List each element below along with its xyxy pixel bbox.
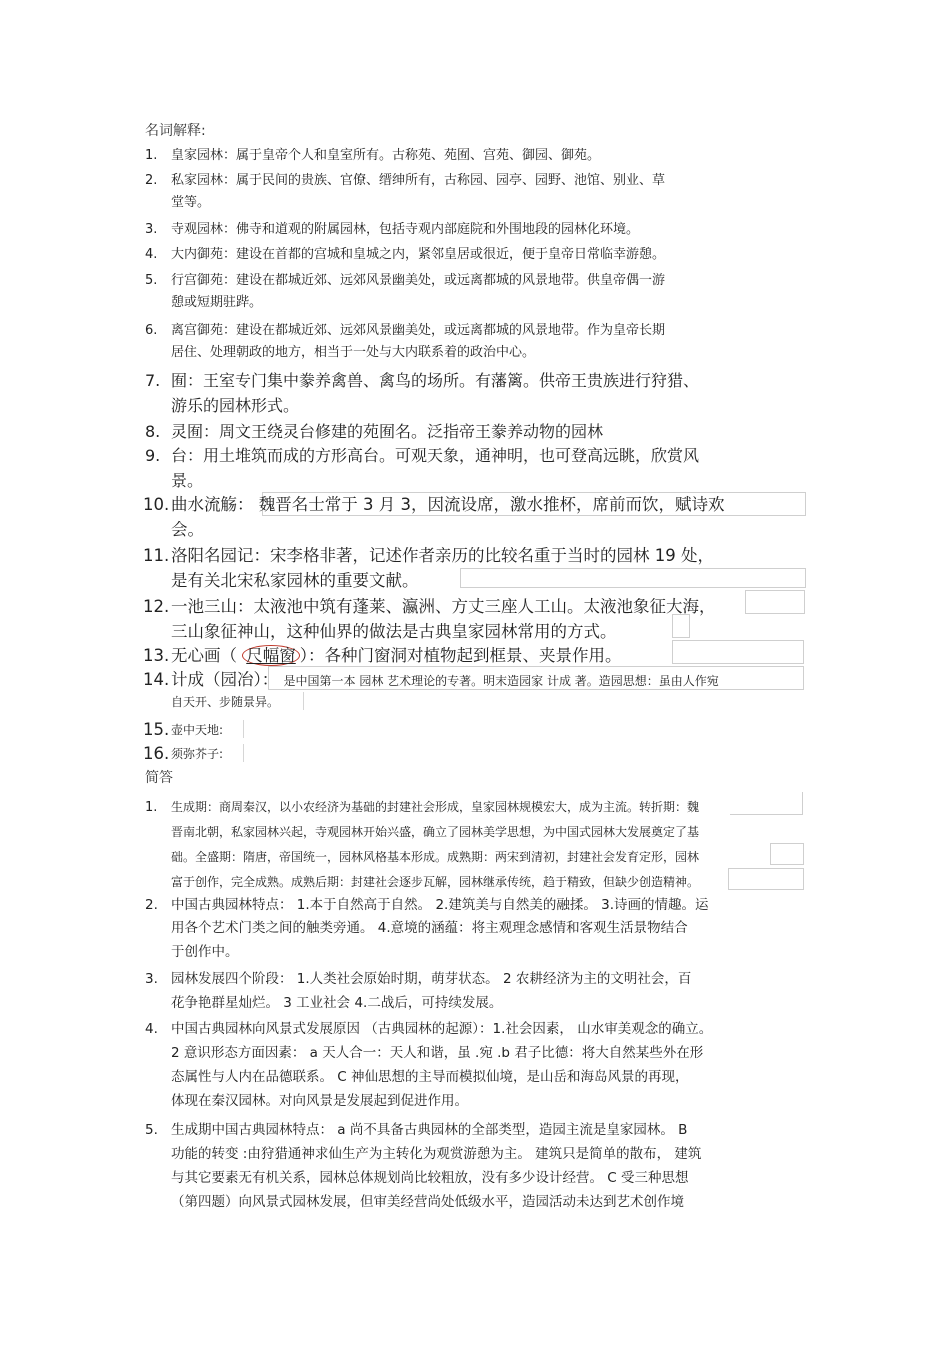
qa-text: 中国古典园林向风景式发展原因 （古典园林的起源）：1.社会因素， 山水审美观念的确立。 xyxy=(171,1021,713,1037)
item-number: 13. xyxy=(143,646,170,665)
margin-mark xyxy=(243,720,244,738)
term-text: 憩或短期驻跸。 xyxy=(171,295,263,310)
text-box-outline xyxy=(730,792,803,815)
term-text-post: ）：各种门窗洞对植物起到框景、夹景作用。 xyxy=(299,646,622,665)
section-heading-qa: 简答 xyxy=(145,770,173,786)
qa-text: 态属性与人内在品德联系。 C 神仙思想的主导而模拟仙境，是山岳和海岛风景的再现， xyxy=(171,1069,689,1085)
margin-mark xyxy=(243,744,244,762)
term-text: 台：用土堆筑而成的方形高台。可观天象，通神明，也可登高远眺，欣赏风 xyxy=(171,446,700,465)
term-text: 游乐的园林形式。 xyxy=(171,396,300,415)
item-number: 10. xyxy=(143,495,170,514)
item-number: 9. xyxy=(145,446,161,465)
item-number: 2. xyxy=(145,173,158,188)
text-box-outline xyxy=(745,590,805,614)
item-number: 4. xyxy=(145,247,158,262)
term-text: 一池三山：太液池中筑有蓬莱、瀛洲、方丈三座人工山。太液池象征大海， xyxy=(171,597,716,616)
qa-text: 与其它要素无有机关系，园林总体规划尚比较粗放，没有多少设计经营。 C 受三种思想 xyxy=(171,1170,689,1186)
term-text: 是有关北宋私家园林的重要文献。 xyxy=(171,571,419,590)
qa-text: 功能的转变 :由狩猎通神求仙生产为主转化为观赏游憩为主。 建筑只是简单的散布， 建筑 xyxy=(171,1146,702,1162)
item-number: 8. xyxy=(145,422,161,441)
item-number: 2. xyxy=(145,897,158,913)
term-text: 离宫御苑：建设在都城近郊、远郊风景幽美处，或远离都城的风景地带。作为皇帝长期 xyxy=(171,323,666,338)
item-number: 14. xyxy=(143,670,170,689)
qa-text: 中国古典园林特点： 1.本于自然高于自然。 2.建筑美与自然美的融揉。 3.诗画的情趣。运 xyxy=(171,897,709,913)
qa-text: 晋南北朝，私家园林兴起，寺观园林开始兴盛，确立了园林美学思想，为中国式园林大发展奠定了基 xyxy=(171,825,700,839)
text-box-outline xyxy=(728,868,804,890)
term-head: 计成（园冶）： xyxy=(171,670,279,689)
circled-annotation: 尺幅窗 xyxy=(242,645,300,666)
term-text: 行宫御苑：建设在都城近郊、远郊风景幽美处，或远离都城的风景地带。供皇帝偶一游 xyxy=(171,273,666,288)
term-text: 大内御苑：建设在首都的宫城和皇城之内，紧邻皇居或很近，便于皇帝日常临幸游憩。 xyxy=(171,247,666,262)
qa-text: 生成期：商周秦汉，以小农经济为基础的封建社会形成，皇家园林规模宏大，成为主流。转折期：魏 xyxy=(171,800,700,814)
term-text-pre: 无心画（ xyxy=(171,646,243,665)
qa-text: 体现在秦汉园林。对向风景是发展起到促进作用。 xyxy=(171,1093,468,1109)
term-rest: 是中国第一本 园林 艺术理论的专著。明末造园家 计成 著。造园思想：虽由人作宛 xyxy=(283,674,719,688)
term-text xyxy=(171,643,622,668)
item-number: 1. xyxy=(145,148,158,163)
qa-text: （第四题）向风景式园林发展，但审美经营尚处低级水平，造园活动未达到艺术创作境 xyxy=(171,1194,684,1210)
item-number: 5. xyxy=(145,1122,158,1138)
item-number: 1. xyxy=(145,800,158,815)
qa-text: 用各个艺术门类之间的触类旁通。 4.意境的涵蕴：将主观理念感情和客观生活景物结合 xyxy=(171,920,688,936)
item-number: 16. xyxy=(143,744,170,763)
text-box-outline xyxy=(460,568,806,588)
item-number: 6. xyxy=(145,323,158,338)
qa-text: 础。全盛期：隋唐，帝国统一，园林风格基本形成。成熟期：两宋到清初，封建社会发育定形，园林 xyxy=(171,850,700,864)
qa-text: 富于创作，完全成熟。成熟后期：封建社会逐步瓦解，园林继承传统，趋于精致，但缺少创造精神。 xyxy=(171,875,700,889)
term-text: 三山象征神山，这种仙界的做法是古典皇家园林常用的方式。 xyxy=(171,622,617,641)
qa-text: 2 意识形态方面因素： a 天人合一：天人和谐，虽 .宛 .b 君子比德：将大自然某些外在形 xyxy=(171,1045,704,1061)
text-box-outline xyxy=(770,843,804,865)
term-text: 自天开、步随景异。 xyxy=(171,695,280,709)
qa-text: 生成期中国古典园林特点： a 尚不具备古典园林的全部类型，造园主流是皇家园林。 B xyxy=(171,1122,688,1138)
margin-mark xyxy=(303,692,304,710)
item-number: 5. xyxy=(145,273,158,288)
term-text: 景。 xyxy=(171,471,204,490)
item-number: 15. xyxy=(143,720,170,739)
term-text: 壶中天地: xyxy=(171,723,224,737)
term-text: 会。 xyxy=(171,520,204,539)
term-text xyxy=(171,669,719,692)
item-number: 11. xyxy=(143,546,170,565)
item-number: 12. xyxy=(143,597,170,616)
qa-text: 于创作中。 xyxy=(171,944,239,960)
term-text: 居住、处理朝政的地方，相当于一处与大内联系着的政治中心。 xyxy=(171,345,536,360)
section-heading-terms: 名词解释: xyxy=(145,123,206,139)
term-text: 囿：王室专门集中豢养禽兽、禽鸟的场所。有藩篱。供帝王贵族进行狩猎、 xyxy=(171,371,700,390)
term-text: 灵囿：周文王绕灵台修建的苑囿名。泛指帝王豢养动物的园林 xyxy=(171,422,604,441)
item-number: 3. xyxy=(145,971,158,987)
term-text: 须弥芥子: xyxy=(171,747,224,761)
term-text: 寺观园林：佛寺和道观的附属园林，包括寺观内部庭院和外围地段的园林化环境。 xyxy=(171,222,640,237)
term-text: 堂等。 xyxy=(171,195,211,210)
qa-text: 园林发展四个阶段： 1.人类社会原始时期，萌芽状态。 2 农耕经济为主的文明社会，百 xyxy=(171,971,692,987)
term-text: 曲水流觞： 魏晋名士常于 3 月 3，因流设席，激水推杯，席前而饮，赋诗欢 xyxy=(171,495,725,514)
term-text: 洛阳名园记：宋李格非著，记述作者亲历的比较名重于当时的园林 19 处， xyxy=(171,546,714,565)
item-number: 4. xyxy=(145,1021,158,1037)
term-text: 私家园林：属于民间的贵族、官僚、缙绅所有，古称园、园亭、园野、池馆、别业、草 xyxy=(171,173,666,188)
qa-text: 花争艳群星灿烂。 3 工业社会 4.二战后，可持续发展。 xyxy=(171,995,503,1011)
item-number: 3. xyxy=(145,222,158,237)
text-box-outline xyxy=(672,640,804,664)
item-number: 7. xyxy=(145,371,161,390)
term-text: 皇家园林：属于皇帝个人和皇室所有。古称苑、苑囿、宫苑、御园、御苑。 xyxy=(171,148,601,163)
